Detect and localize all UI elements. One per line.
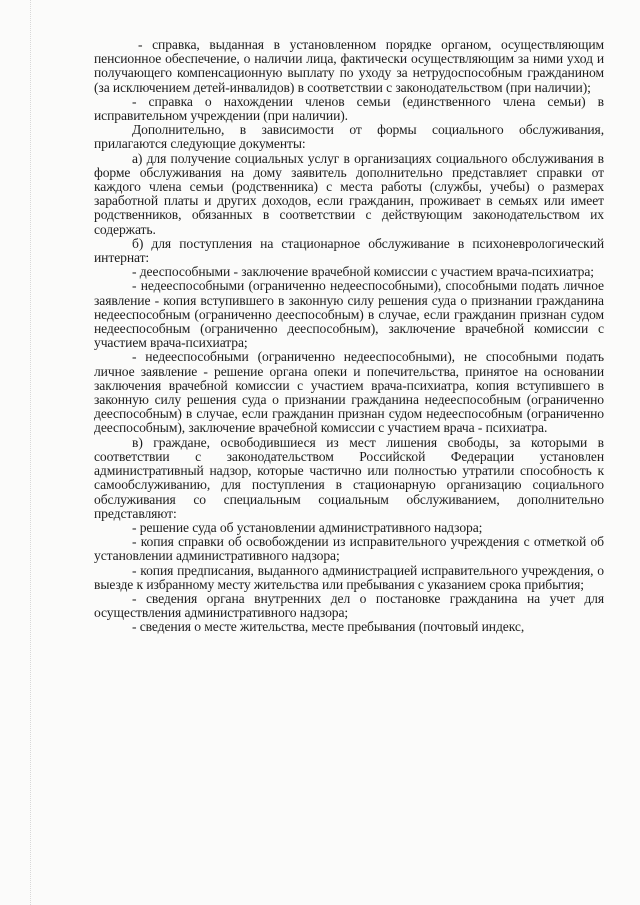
paragraph-capable: - дееспособными - заключение врачебной комиссии с участием врача-психиатра;: [132, 264, 594, 280]
paragraph-court-decision: - решение суда об установлении административного надзора;: [132, 519, 483, 535]
paragraph-residence-info: - сведения о месте жительства, месте пребывания (почтовый индекс,: [132, 619, 525, 635]
paragraph-police-registration: - сведения органа внутренних дел о постановке гражданина на учет для осуществления административного надзора;: [94, 590, 604, 621]
paragraph-prescription: - копия предписания, выданного администрацией исправительного учреждения, о выезде к избранному месту жительства или пребывания с указанием срока прибытия;: [94, 562, 604, 592]
paragraph-incapable-unable-to-apply: - недееспособными (ограниченно недееспособными), не способными подать личное заявление - решение органа опеки и попечительства, принятое на основании заключения врачебной комиссии с участием врача-психиатра, копия вступившего в законную силу решения суда о признании гражданина недееспособным (ограниченно дееспособным) в случае, если гражданин признан судом недееспособным (ограниченно дееспособным), заключение врачебной комиссии с участием врача - психиатра.: [94, 349, 604, 436]
paragraph-release-certificate: - копия справки об освобождении из исправительного учреждения с отметкой об установлении административного надзора;: [94, 534, 604, 564]
document-body: [94, 38, 604, 635]
paragraph-additional-docs: Дополнительно, в зависимости от формы социального обслуживания, прилагаются следующие документы:: [94, 122, 604, 152]
scan-edge-line: [30, 0, 32, 905]
paragraph-home-service: а) для получение социальных услуг в организациях социального обслуживания в форме обслуживания на дому заявитель дополнительно представляет справки от каждого члена семьи (родственника) с места работы (службы, учебы) о размерах заработной платы и других доходов, если гражданин, проживает в семьях или имеет родственников, обязанных в соответствии с действующим законодательством их содержать.: [94, 150, 604, 237]
paragraph-released-citizens: в) граждане, освободившиеся из мест лишения свободы, за которыми в соответствии с законодательством Российской Федерации установлен административный надзор, которые частично или полностью утратили способность к самообслуживанию, для поступления в стационарную организацию социального обслуживания со специальным социальным обслуживанием, дополнительно представляют:: [94, 434, 604, 521]
paragraph-pension-certificate: - справка, выданная в установленном порядке органом, осуществляющим пенсионное обеспечение, о наличии лица, фактически осуществляющим за ними уход и получающего компенсационную выплату по уходу за нетрудоспособным гражданином (за исключением детей-инвалидов) в соответствии с законодательством (при наличии);: [94, 37, 604, 95]
paragraph-psychoneurological: б) для поступления на стационарное обслуживание в психоневрологический интернат:: [94, 235, 604, 266]
paragraph-incapable-able-to-apply: - недееспособными (ограниченно недееспособными), способными подать личное заявление - копия вступившего в законную силу решения суда о признании гражданина недееспособным (ограниченно дееспособным) в случае, если гражданин признан судом недееспособным (ограниченно дееспособным), заключение врачебной комиссии с участием врача-психиатра;: [94, 278, 604, 351]
paragraph-correctional-certificate: - справка о нахождении членов семьи (единственного члена семьи) в исправительном учреждении (при наличии).: [94, 93, 604, 124]
